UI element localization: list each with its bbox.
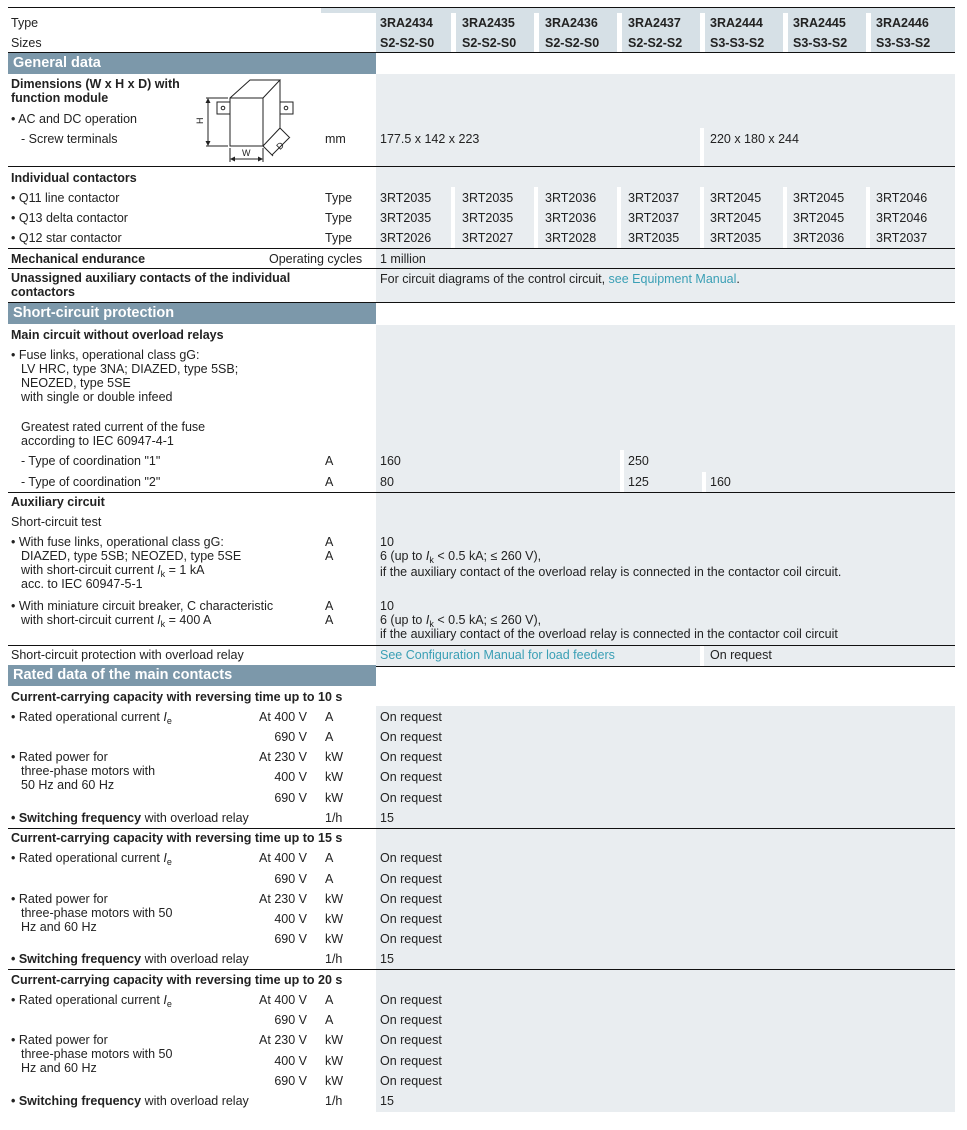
- contactor-value: 3RT2036: [545, 211, 597, 225]
- rated-value: On request: [380, 730, 442, 744]
- type-col-2: 3RA2435: [462, 16, 515, 30]
- unit-label: kW: [325, 1033, 344, 1047]
- type-col-7: 3RA2446: [876, 16, 929, 30]
- rated-power-line: 50 Hz and 60 Hz: [21, 778, 115, 792]
- coordination-2-value: 125: [628, 475, 649, 489]
- size-col-3: S2-S2-S0: [545, 36, 600, 50]
- unit-label: A: [325, 1013, 334, 1027]
- size-col-2: S2-S2-S0: [462, 36, 517, 50]
- rated-power-line: Hz and 60 Hz: [21, 920, 97, 934]
- unit-label: A: [325, 993, 334, 1007]
- switching-frequency-value: 15: [380, 952, 394, 966]
- type-col-5: 3RA2444: [710, 16, 763, 30]
- rated-power-line: Hz and 60 Hz: [21, 1061, 97, 1075]
- unit-label: 1/h: [325, 811, 343, 825]
- short-circuit-test-label: Short-circuit test: [11, 515, 102, 529]
- rated-value: On request: [380, 872, 442, 886]
- aux-fuse-value-10: 10: [380, 535, 394, 549]
- unassigned-aux-text: For circuit diagrams of the control circuit, see Equipment Manual.: [380, 272, 740, 286]
- voltage-label: 400 V: [274, 912, 307, 926]
- switching-frequency-label: • Switching frequency with overload relay: [11, 811, 249, 825]
- type-col-4: 3RA2437: [628, 16, 681, 30]
- size-col-1: S2-S2-S0: [380, 36, 435, 50]
- contactor-label: • Q13 delta contactor: [11, 211, 128, 225]
- contactor-value: 3RT2026: [380, 231, 432, 245]
- contactor-value: 3RT2035: [628, 231, 680, 245]
- auxiliary-circuit-title: Auxiliary circuit: [11, 495, 105, 509]
- contactor-value: 3RT2035: [462, 191, 514, 205]
- dimension-diagram-icon: [192, 72, 317, 164]
- aux-mcb-note: if the auxiliary contact of the overload relay is connected in the contactor coil circuit: [380, 627, 838, 641]
- contactor-label: • Q11 line contactor: [11, 191, 120, 205]
- aux-fuse-line: acc. to IEC 60947-5-1: [21, 577, 143, 591]
- fuse-links-line: LV HRC, type 3NA; DIAZED, type 5SB;: [21, 362, 239, 376]
- aux-mcb-unit: A: [325, 599, 334, 613]
- greatest-rated-current-label: according to IEC 60947-4-1: [21, 434, 174, 448]
- contactor-value: 3RT2028: [545, 231, 597, 245]
- mechanical-endurance-value: 1 million: [380, 252, 426, 266]
- voltage-label: 690 V: [274, 872, 307, 886]
- fuse-links-line: with single or double infeed: [21, 390, 173, 404]
- rated-value: On request: [380, 993, 442, 1007]
- equipment-manual-link[interactable]: see Equipment Manual: [608, 272, 737, 286]
- unit-label: A: [325, 872, 334, 886]
- contactor-value: 3RT2037: [628, 211, 680, 225]
- with-overload-relay-label: Short-circuit protection with overload relay: [11, 648, 244, 662]
- coordination-2-label: - Type of coordination "2": [21, 475, 161, 489]
- unit-label: 1/h: [325, 952, 343, 966]
- voltage-label: 690 V: [274, 1013, 307, 1027]
- switching-frequency-label: • Switching frequency with overload relay: [11, 1094, 249, 1108]
- aux-mcb-line: with short-circuit current $I_k = 400$ A: [21, 613, 212, 629]
- rated-value: On request: [380, 1033, 442, 1047]
- section-general-data: General data: [8, 53, 376, 74]
- rated-power-label: • Rated power for: [11, 750, 108, 764]
- size-col-6: S3-S3-S2: [793, 36, 848, 50]
- contactor-value: 3RT2036: [793, 231, 845, 245]
- aux-fuse-unit: A: [325, 549, 334, 563]
- voltage-label: 690 V: [274, 1074, 307, 1088]
- rated-value: On request: [380, 932, 442, 946]
- contactor-value: 3RT2045: [710, 211, 762, 225]
- rated-block-title: Current-carrying capacity with reversing time up to 10 s: [11, 690, 343, 704]
- rated-power-label: • Rated power for: [11, 1033, 108, 1047]
- dimensions-s3: 220 x 180 x 244: [710, 132, 799, 146]
- coordination-1-unit: A: [325, 454, 334, 468]
- aux-fuse-unit: A: [325, 535, 334, 549]
- voltage-label: 690 V: [274, 932, 307, 946]
- dimensions-s2: 177.5 x 142 x 223: [380, 132, 480, 146]
- unit-label: kW: [325, 770, 344, 784]
- coordination-1-label: - Type of coordination "1": [21, 454, 161, 468]
- unit-mm: mm: [325, 132, 346, 146]
- coordination-2-value: 80: [380, 475, 394, 489]
- voltage-label: 400 V: [274, 1054, 307, 1068]
- rated-value: On request: [380, 1054, 442, 1068]
- voltage-label: At 230 V: [259, 750, 307, 764]
- configuration-manual-link[interactable]: See Configuration Manual for load feeders: [380, 648, 615, 662]
- unit-label: kW: [325, 1054, 344, 1068]
- rated-value: On request: [380, 892, 442, 906]
- rated-block-title: Current-carrying capacity with reversing time up to 15 s: [11, 831, 343, 845]
- aux-fuse-note: if the auxiliary contact of the overload relay is connected in the contactor coil circuit.: [380, 565, 842, 579]
- voltage-label: At 230 V: [259, 1033, 307, 1047]
- contactor-value: 3RT2037: [628, 191, 680, 205]
- unassigned-aux-title: Unassigned auxiliary contacts of the individual contactors: [11, 271, 291, 299]
- contactor-value: 3RT2046: [876, 191, 928, 205]
- section-rated-data: Rated data of the main contacts: [8, 665, 376, 686]
- rated-power-line: three-phase motors with: [21, 764, 156, 778]
- rated-value: On request: [380, 912, 442, 926]
- aux-fuse-line: with short-circuit current $I_k = 1$ kA: [21, 563, 205, 579]
- voltage-label: At 400 V: [259, 993, 307, 1007]
- type-col-1: 3RA2434: [380, 16, 433, 30]
- unit-label: A: [325, 730, 334, 744]
- contactor-value: 3RT2035: [380, 211, 432, 225]
- coordination-2-unit: A: [325, 475, 334, 489]
- greatest-rated-current-label: Greatest rated current of the fuse: [21, 420, 206, 434]
- mechanical-endurance-unit: Operating cycles: [269, 252, 363, 266]
- diagram-h-label: H: [195, 117, 205, 124]
- screw-terminals-label: - Screw terminals: [21, 132, 118, 146]
- fuse-links-line: NEOZED, type 5SE: [21, 376, 131, 390]
- type-col-3: 3RA2436: [545, 16, 598, 30]
- contactor-value: 3RT2027: [462, 231, 514, 245]
- contactor-label: • Q12 star contactor: [11, 231, 122, 245]
- voltage-label: At 400 V: [259, 851, 307, 865]
- individual-contactors-title: Individual contactors: [11, 171, 137, 185]
- rated-block-title: Current-carrying capacity with reversing time up to 20 s: [11, 973, 343, 987]
- voltage-label: 690 V: [274, 730, 307, 744]
- unit-label: A: [325, 851, 334, 865]
- aux-mcb-label: • With miniature circuit breaker, C characteristic: [11, 599, 274, 613]
- coordination-1-value: 250: [628, 454, 649, 468]
- voltage-label: 690 V: [274, 791, 307, 805]
- contactor-value: 3RT2035: [462, 211, 514, 225]
- rated-power-label: • Rated power for: [11, 892, 108, 906]
- sizes-label: Sizes: [11, 36, 42, 50]
- rated-value: On request: [380, 710, 442, 724]
- size-col-7: S3-S3-S2: [876, 36, 931, 50]
- aux-mcb-value-10: 10: [380, 599, 394, 613]
- rated-value: On request: [380, 1013, 442, 1027]
- rated-power-line: three-phase motors with 50: [21, 906, 173, 920]
- rated-value: On request: [380, 770, 442, 784]
- mechanical-endurance-title: Mechanical endurance: [11, 252, 146, 266]
- aux-fuse-value-6: 6 (up to $I_k < 0.5$ kA; ≤ 260 V),: [380, 549, 542, 565]
- rated-current-label: • Rated operational current $I_e$: [11, 710, 172, 726]
- contactor-value: 3RT2045: [793, 211, 845, 225]
- unit-label: kW: [325, 750, 344, 764]
- ac-dc-operation-label: • AC and DC operation: [11, 112, 137, 126]
- type-col-6: 3RA2445: [793, 16, 846, 30]
- with-overload-relay-s3: On request: [710, 648, 772, 662]
- rated-value: On request: [380, 1074, 442, 1088]
- contactor-value: 3RT2035: [710, 231, 762, 245]
- unit-label: kW: [325, 912, 344, 926]
- coordination-2-value: 160: [710, 475, 731, 489]
- contactor-value: 3RT2046: [876, 211, 928, 225]
- contactor-value: 3RT2045: [710, 191, 762, 205]
- contactor-unit: Type: [325, 231, 353, 245]
- rated-current-label: • Rated operational current $I_e$: [11, 851, 172, 867]
- voltage-label: At 400 V: [259, 710, 307, 724]
- contactor-value: 3RT2037: [876, 231, 928, 245]
- fuse-links-label: • Fuse links, operational class gG:: [11, 348, 200, 362]
- unit-label: kW: [325, 892, 344, 906]
- rated-value: On request: [380, 791, 442, 805]
- rated-value: On request: [380, 750, 442, 764]
- unit-label: A: [325, 710, 334, 724]
- dimensions-title: Dimensions (W x H x D) with function module: [11, 77, 180, 105]
- diagram-d-label: D: [274, 139, 287, 152]
- aux-mcb-value-6: 6 (up to $I_k < 0.5$ kA; ≤ 260 V),: [380, 613, 542, 629]
- rated-power-line: three-phase motors with 50: [21, 1047, 173, 1061]
- rated-value: On request: [380, 851, 442, 865]
- unit-label: kW: [325, 932, 344, 946]
- contactor-value: 3RT2035: [380, 191, 432, 205]
- aux-fuse-line: DIAZED, type 5SB; NEOZED, type 5SE: [21, 549, 242, 563]
- coordination-1-value: 160: [380, 454, 401, 468]
- voltage-label: 400 V: [274, 770, 307, 784]
- contactor-value: 3RT2036: [545, 191, 597, 205]
- dimensions-shade: [376, 74, 955, 166]
- voltage-label: At 230 V: [259, 892, 307, 906]
- contactor-value: 3RT2045: [793, 191, 845, 205]
- unit-label: kW: [325, 791, 344, 805]
- switching-frequency-label: • Switching frequency with overload relay: [11, 952, 249, 966]
- main-circuit-title: Main circuit without overload relays: [11, 328, 224, 342]
- aux-mcb-unit: A: [325, 613, 334, 627]
- unit-label: kW: [325, 1074, 344, 1088]
- diagram-w-label: W: [242, 148, 251, 158]
- size-col-4: S2-S2-S2: [628, 36, 683, 50]
- unit-label: 1/h: [325, 1094, 343, 1108]
- contactor-unit: Type: [325, 191, 353, 205]
- section-short-circuit-protection: Short-circuit protection: [8, 303, 376, 324]
- switching-frequency-value: 15: [380, 1094, 394, 1108]
- size-col-5: S3-S3-S2: [710, 36, 765, 50]
- switching-frequency-value: 15: [380, 811, 394, 825]
- rated-current-label: • Rated operational current $I_e$: [11, 993, 172, 1009]
- aux-fuse-label: • With fuse links, operational class gG:: [11, 535, 224, 549]
- type-label: Type: [11, 16, 39, 30]
- contactor-unit: Type: [325, 211, 353, 225]
